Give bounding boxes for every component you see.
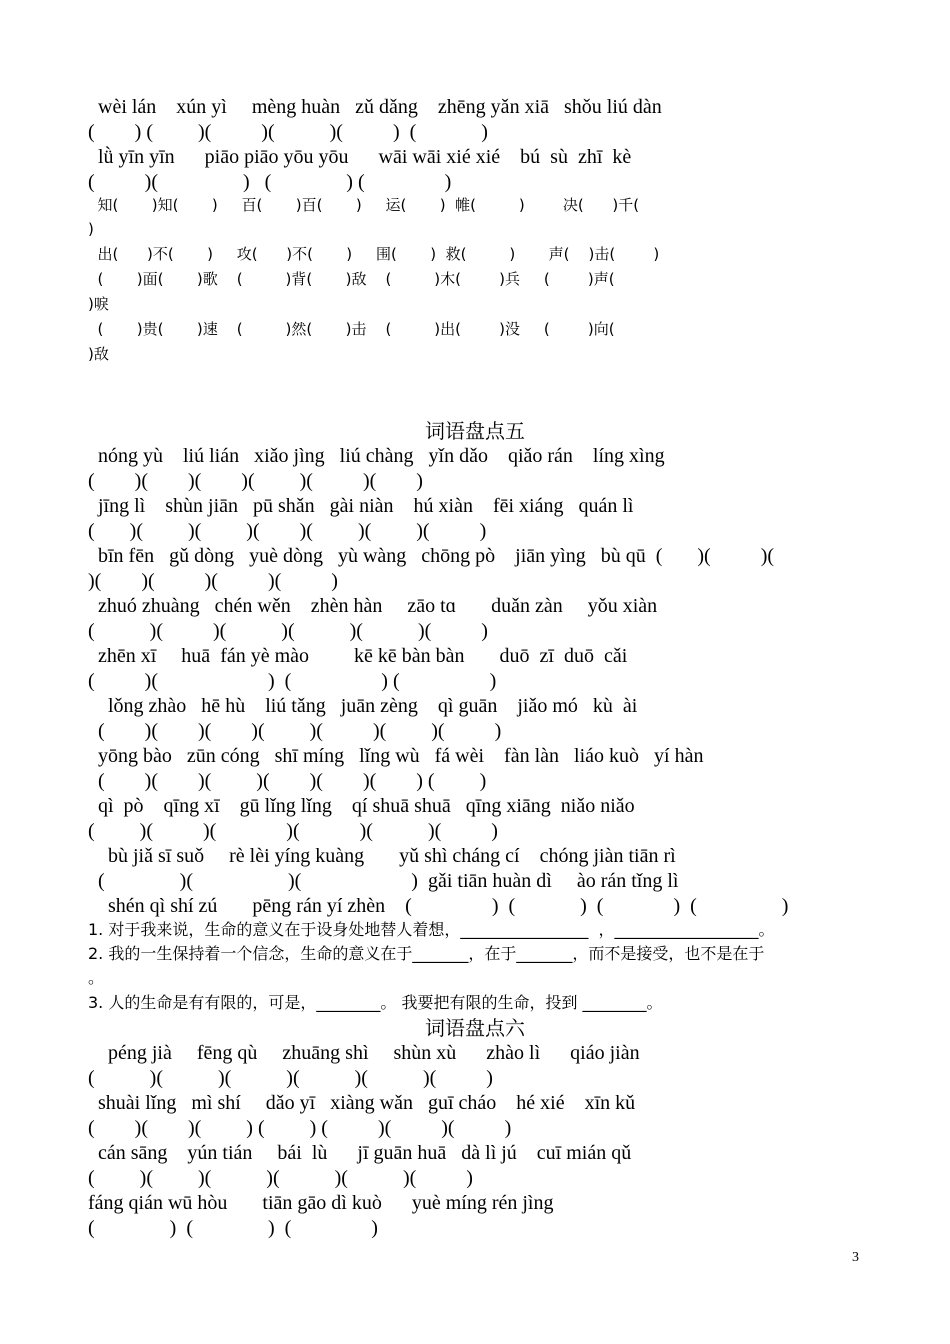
pinyin-row: zhēn xī huā fán yè mào kē kē bàn bàn duō zī duō cǎi	[88, 645, 628, 667]
idiom-fill-row: )唳	[88, 295, 109, 313]
sentence-fill: 2. 我的一生保持着一个信念，生命的意义在于_______，在于_______，而不是接受，也不是在于	[88, 944, 765, 963]
answer-blank-row: ( )( )( )( )( )( ) ( )	[88, 770, 487, 792]
idiom-fill-row: ( )面( )歌 ( )背( )敌 ( )木( )兵 ( )声(	[88, 270, 615, 288]
answer-blank-row: ( )( )( )( )( )( )	[88, 820, 498, 842]
pinyin-row: péng jià fēng qù zhuāng shì shùn xù zhào lì qiáo jiàn	[88, 1042, 640, 1064]
idiom-fill-row: ( )贵( )速 ( )然( )击 ( )出( )没 ( )向(	[88, 320, 615, 338]
answer-blank-row: ( )( ) ( ) ( )	[88, 670, 497, 692]
idiom-fill-row: )敌	[88, 345, 109, 363]
pinyin-row: qì pò qīng xī gū lǐng lǐng qí shuā shuā qīng xiāng niǎo niǎo	[88, 795, 635, 817]
pinyin-row: zhuó zhuàng chén wěn zhèn hàn zāo tɑ duǎn zàn yǒu xiàn	[88, 595, 658, 617]
section-title: 词语盘点五	[425, 419, 525, 443]
answer-blank-row: ( )( )( ) ( ) ( )( )( )	[88, 1117, 512, 1139]
answer-blank-row: )( )( )( )( )	[88, 570, 338, 592]
answer-blank-row: ( )( )( )( )( )( )( )	[88, 520, 487, 542]
pinyin-row: lǜ yīn yīn piāo piāo yōu yōu wāi wāi xié xié bú sù zhī kè	[88, 146, 632, 168]
answer-blank-row: ( )( )( )( )( )( )	[88, 1067, 493, 1089]
pinyin-row: yōng bào zūn cóng shī míng lǐng wù fá wèi fàn làn liáo kuò yí hàn	[88, 745, 704, 767]
sentence-fill: 1. 对于我来说，生命的意义在于设身处地替人着想，________________ ，__________________。	[88, 920, 775, 939]
sentence-fill: 。	[88, 968, 105, 987]
pinyin-row: wèi lán xún yì mèng huàn zǔ dǎng zhēng yǎn xiā shǒu liú dàn	[88, 96, 662, 118]
answer-blank-row: ( )( )( )( )( )( )	[88, 470, 423, 492]
answer-blank-row: ( )( )( )( )( )( )	[88, 620, 488, 642]
pinyin-row: shuài lǐng mì shí dǎo yī xiàng wǎn guī cháo hé xié xīn kǔ	[88, 1092, 636, 1114]
section-title: 词语盘点六	[425, 1016, 525, 1040]
answer-blank-row: ( )( ) ( ) ( )	[88, 171, 452, 193]
idiom-fill-row: )	[88, 220, 94, 238]
idiom-fill-row: 知( )知( ) 百( )百( ) 运( ) 帷( ) 决( )千(	[88, 196, 640, 214]
answer-blank-row: ( )( )( )( )( )( )( )	[88, 720, 502, 742]
pinyin-row: jīng lì shùn jiān pū shǎn gài niàn hú xiàn fēi xiáng quán lì	[88, 495, 634, 517]
pinyin-row: nóng yù liú lián xiǎo jìng liú chàng yǐn dǎo qiǎo rán líng xìng	[88, 445, 665, 467]
pinyin-row: fáng qián wū hòu tiān gāo dì kuò yuè míng rén jìng	[88, 1192, 554, 1214]
pinyin-row: lǒng zhào hē hù liú tǎng juān zèng qì guān jiǎo mó kù ài	[88, 695, 638, 717]
sentence-fill: 3. 人的生命是有有限的，可是，________。 我要把有限的生命，投到 ________。	[88, 993, 663, 1012]
pinyin-row: bù jiǎ sī suǒ rè lèi yíng kuàng yǔ shì cháng cí chóng jiàn tiān rì	[88, 845, 676, 867]
page-number: 3	[852, 1250, 859, 1265]
pinyin-row: shén qì shí zú pēng rán yí zhèn ( ) ( ) ( ) ( )	[88, 895, 789, 917]
answer-blank-row: ( ) ( ) ( )	[88, 1217, 378, 1239]
pinyin-row: ( )( )( ) gǎi tiān huàn dì ào rán tǐng lì	[88, 870, 679, 892]
idiom-fill-row: 出( )不( ) 攻( )不( ) 围( ) 救( ) 声( )击( )	[88, 245, 660, 263]
pinyin-row: bīn fēn gǔ dòng yuè dòng yù wàng chōng pò jiān yìng bù qū ( )( )(	[88, 545, 775, 567]
pinyin-row: cán sāng yún tián bái lù jī guān huā dà lì jú cuī mián qǔ	[88, 1142, 632, 1164]
answer-blank-row: ( )( )( )( )( )( )	[88, 1167, 473, 1189]
answer-blank-row: ( ) ( )( )( )( ) ( )	[88, 121, 488, 143]
